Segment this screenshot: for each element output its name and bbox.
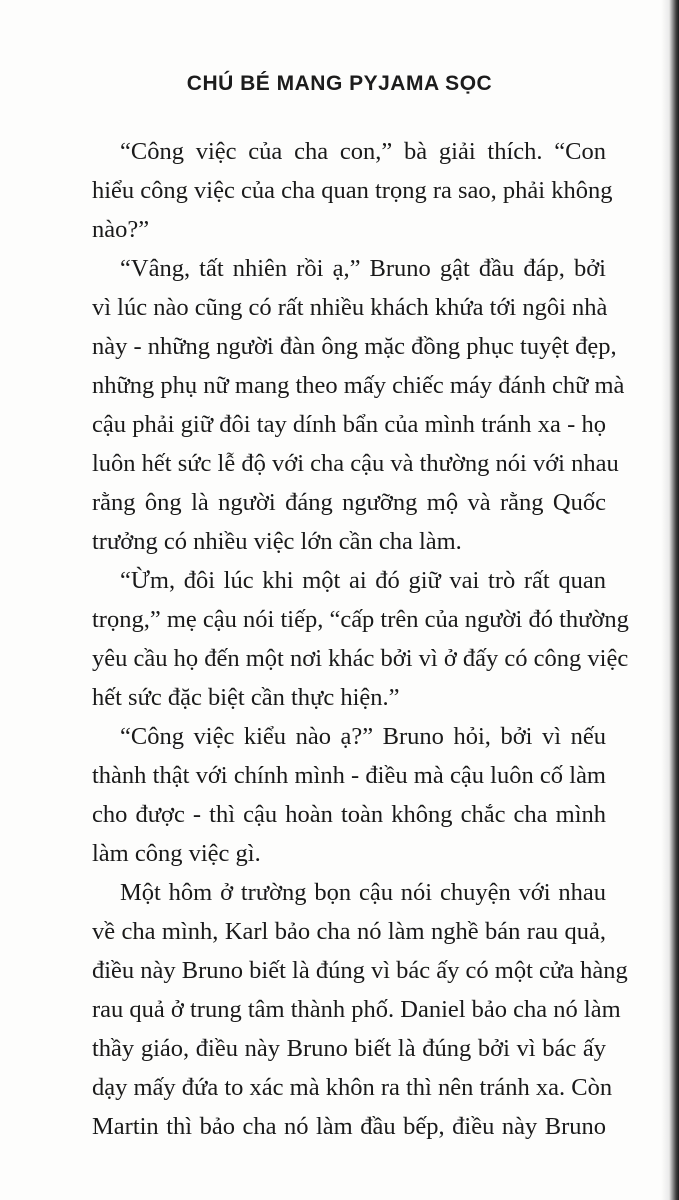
page-edge-shadow (661, 0, 679, 1200)
text-line: luôn hết sức lễ độ với cha cậu và thường nói với nhau (92, 450, 619, 477)
text-line: trưởng có nhiều việc lớn cần cha làm. (92, 528, 462, 555)
text-line: cậu phải giữ đôi tay dính bẩn của mình tránh xa - họ (92, 411, 606, 438)
text-line: Martin thì bảo cha nó làm đầu bếp, điều này Bruno (92, 1113, 606, 1140)
text-line: “Công việc của cha con,” bà giải thích. “Con (120, 138, 606, 165)
text-line: “Công việc kiểu nào ạ?” Bruno hỏi, bởi vì nếu (120, 723, 606, 750)
text-line: những phụ nữ mang theo mấy chiếc máy đánh chữ mà (92, 372, 625, 399)
text-line: “Ừm, đôi lúc khi một ai đó giữ vai trò rất quan (120, 567, 606, 594)
text-line: rằng ông là người đáng ngưỡng mộ và rằng Quốc (92, 489, 606, 516)
text-line: hết sức đặc biệt cần thực hiện.” (92, 684, 400, 711)
text-line: Một hôm ở trường bọn cậu nói chuyện với nhau (120, 879, 606, 906)
text-line: rau quả ở trung tâm thành phố. Daniel bảo cha nó làm (92, 996, 621, 1023)
body-text (92, 132, 629, 1146)
text-line: yêu cầu họ đến một nơi khác bởi vì ở đấy có công việc (92, 645, 629, 672)
text-line: này - những người đàn ông mặc đồng phục tuyệt đẹp, (92, 333, 617, 360)
text-line: thành thật với chính mình - điều mà cậu luôn cố làm (92, 762, 606, 789)
text-line: làm công việc gì. (92, 840, 261, 867)
text-line: hiểu công việc của cha quan trọng ra sao, phải không (92, 177, 613, 204)
text-line: “Vâng, tất nhiên rồi ạ,” Bruno gật đầu đáp, bởi (120, 255, 606, 282)
running-header: CHÚ BÉ MANG PYJAMA SỌC (186, 72, 493, 95)
text-line: vì lúc nào cũng có rất nhiều khách khứa tới ngôi nhà (92, 294, 608, 321)
text-line: thầy giáo, điều này Bruno biết là đúng bởi vì bác ấy (92, 1035, 606, 1062)
text-line: về cha mình, Karl bảo cha nó làm nghề bán rau quả, (92, 918, 606, 945)
text-line: điều này Bruno biết là đúng vì bác ấy có một cửa hàng (92, 957, 628, 984)
text-line: trọng,” mẹ cậu nói tiếp, “cấp trên của người đó thường (92, 606, 629, 633)
text-line: nào?” (92, 216, 150, 243)
text-line: cho được - thì cậu hoàn toàn không chắc cha mình (92, 801, 606, 828)
text-line: dạy mấy đứa to xác mà khôn ra thì nên tránh xa. Còn (92, 1074, 613, 1101)
